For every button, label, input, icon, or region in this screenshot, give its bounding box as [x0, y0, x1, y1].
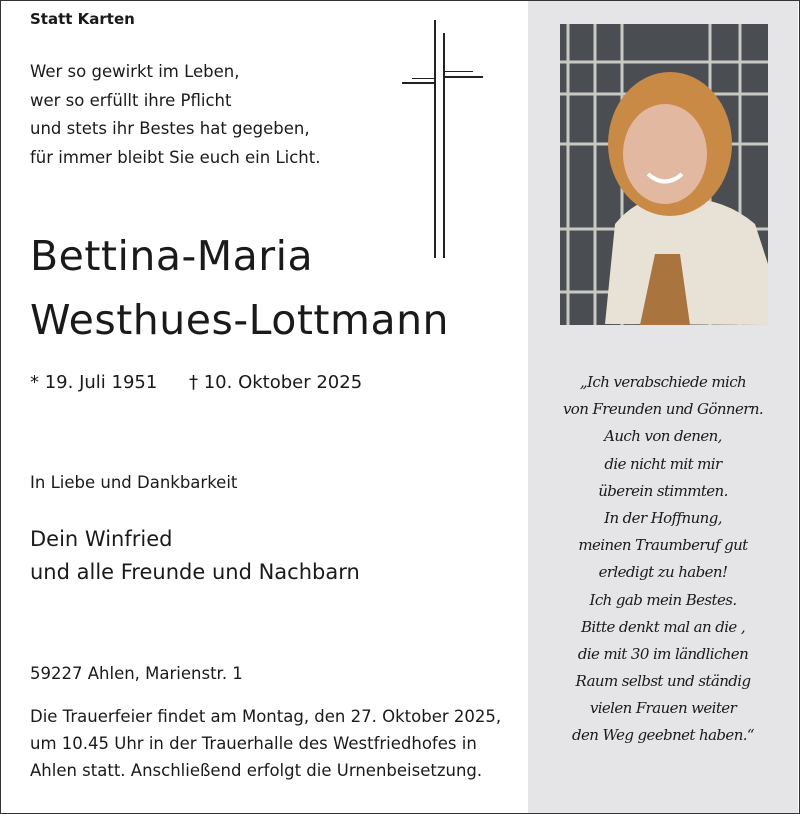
service-line: Die Trauerfeier findet am Montag, den 27. Oktober 2025,	[30, 707, 502, 726]
poem-line: und stets ihr Bestes hat gegeben,	[30, 119, 310, 138]
dedication: In Liebe und Dankbarkeit	[30, 473, 238, 492]
quote-line: Ich gab mein Bestes.	[589, 590, 737, 609]
quote-line: erledigt zu haben!	[598, 563, 728, 582]
mourner-line: und alle Freunde und Nachbarn	[30, 560, 360, 584]
quote-line: Auch von denen,	[604, 427, 722, 446]
service-line: um 10.45 Uhr in der Trauerhalle des Westfriedhofes in	[30, 734, 477, 753]
quote-line: die mit 30 im ländlichen	[577, 644, 749, 663]
service-line: Ahlen statt. Anschließend erfolgt die Urnenbeisetzung.	[30, 761, 483, 780]
deceased-first-name: Bettina-Maria	[30, 232, 314, 280]
quote-line: Bitte denkt mal an die ,	[580, 617, 746, 636]
quote-line: „Ich verabschiede mich	[579, 373, 747, 391]
quote-line: die nicht mit mir	[604, 454, 722, 473]
quote-line: meinen Traumberuf gut	[578, 536, 748, 555]
deceased-last-name: Westhues-Lottmann	[30, 296, 450, 344]
quote-line: In der Hoffnung,	[604, 508, 722, 527]
birth-date: * 19. Juli 1951	[30, 372, 158, 393]
poem-line: für immer bleibt Sie euch ein Licht.	[30, 148, 321, 167]
quote-line: Raum selbst und ständig	[575, 672, 751, 691]
quote-text	[528, 369, 798, 750]
address: 59227 Ahlen, Marienstr. 1	[30, 664, 243, 683]
poem-line: wer so erfüllt ihre Pflicht	[30, 91, 232, 110]
death-date: † 10. Oktober 2025	[189, 372, 363, 393]
poem-line: Wer so gewirkt im Leben,	[30, 62, 240, 81]
quote-line: den Weg geebnet haben.“	[571, 726, 755, 745]
portrait-photo	[560, 24, 768, 325]
quote-line: von Freunden und Gönnern.	[562, 400, 764, 419]
header-label: Statt Karten	[30, 10, 135, 28]
quote-line: vielen Frauen weiter	[589, 699, 737, 718]
quote-line: überein stimmten.	[598, 481, 728, 500]
mourner-line: Dein Winfried	[30, 527, 173, 551]
